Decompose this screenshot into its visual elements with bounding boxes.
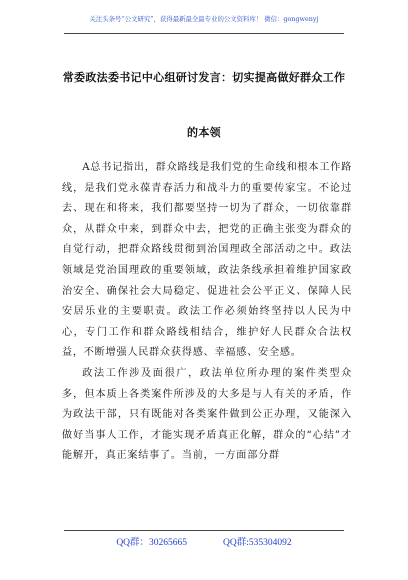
- body-paragraph: A总书记指出，群众路线是我们党的生命线和根本工作路线，是我们党永葆青春活力和战斗力的重要传家宝。不论过去、现在和将来，我们都要坚持一切为了群众，一切依靠群众，从群众中来，到群众中去，把党的正确主张变为群众的自觉行动，把群众路线贯彻到治国理政全部活动之中。政法领域是党治国理政的重要领域，政法条线承担着维护国家政治安全、确保社会大局稳定、促进社会公平正义、保障人民安居乐业的主要职责。政法工作必须始终坚持以人民为中心，专门工作和群众路线相结合，维护好人民群众合法权益，不断增强人民群众获得感、幸福感、安全感。: [62, 162, 352, 359]
- footer-divider: [64, 530, 344, 531]
- document-title-line-2: 的本领: [187, 126, 221, 139]
- body-paragraph: 政法工作涉及面很广，政法单位所办理的案件类型众多，但本质上各类案件所涉及的大多是与人有关的矛盾，作为政法干部，只有既能对各类案件做到公正办理，又能深入做好当事人工作，才能实现矛盾真正化解，群众的“心结”才能解开，真正案结事了。当前，一方面部分群: [62, 367, 352, 462]
- footer-qq-group-1: QQ群：30265665: [116, 538, 188, 548]
- header-divider: [64, 33, 344, 34]
- document-body: [62, 158, 352, 467]
- document-title-line-1: 常委政法委书记中心组研讨发言：切实提高做好群众工作: [62, 71, 346, 84]
- footer-qq-group-2: QQ群:535304092: [223, 538, 292, 548]
- footer-contact: [0, 534, 408, 548]
- header-notice: 关注头条号“公文研究”，获得最新最全最专业的公文资料库！ 微信：gongwenyj: [89, 15, 319, 23]
